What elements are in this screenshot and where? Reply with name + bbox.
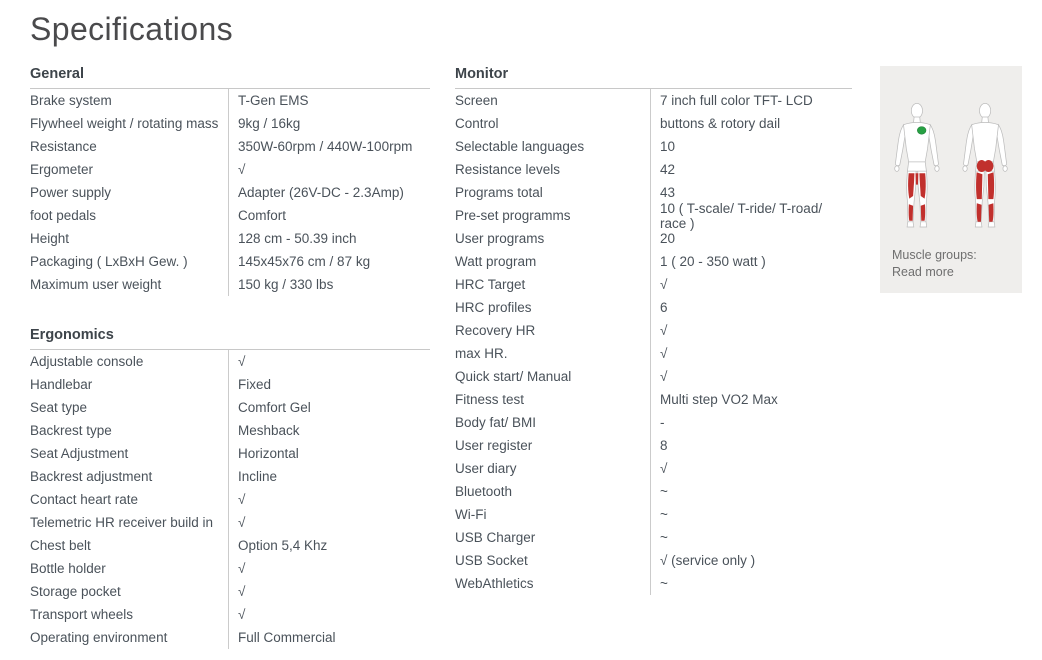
spec-row <box>455 227 852 250</box>
muscle-groups-panel <box>880 66 1022 293</box>
spec-row <box>30 112 430 135</box>
spec-row <box>455 200 852 231</box>
spec-value: √ (service only ) <box>650 549 852 572</box>
spec-row <box>30 534 430 557</box>
spec-label: Storage pocket <box>30 584 121 599</box>
spec-row <box>30 442 430 465</box>
spec-label: Power supply <box>30 185 112 200</box>
spec-label: Bluetooth <box>455 484 513 499</box>
spec-row <box>455 273 852 296</box>
spec-row <box>455 296 852 319</box>
spec-label: Resistance levels <box>455 162 561 177</box>
spec-label: Quick start/ Manual <box>455 369 572 384</box>
section-ergonomics <box>30 327 430 649</box>
spec-row <box>30 396 430 419</box>
spec-label: Packaging ( LxBxH Gew. ) <box>30 254 188 269</box>
spec-label: Telemetric HR receiver build in <box>30 515 214 530</box>
spec-row <box>30 488 430 511</box>
right-hamstring-muscle <box>988 172 994 199</box>
spec-value: Multi step VO2 Max <box>650 388 852 411</box>
spec-value: √ <box>228 158 430 181</box>
spec-row <box>30 626 430 649</box>
spec-row <box>30 181 430 204</box>
section-title-monitor: Monitor <box>455 66 852 89</box>
spec-value: - <box>650 411 852 434</box>
spec-label: max HR. <box>455 346 508 361</box>
spec-label: Watt program <box>455 254 537 269</box>
muscle-caption: Muscle groups: <box>892 248 977 262</box>
spec-label: Operating environment <box>30 630 168 645</box>
section-general <box>30 66 430 296</box>
spec-value: √ <box>650 365 852 388</box>
spec-row <box>455 549 852 572</box>
column-left <box>30 66 430 649</box>
page-title: Specifications <box>30 11 234 47</box>
spec-label: Maximum user weight <box>30 277 162 292</box>
spec-row <box>30 89 430 112</box>
spec-label: HRC Target <box>455 277 526 292</box>
right-glute-muscle <box>984 160 994 172</box>
spec-label: HRC profiles <box>455 300 532 315</box>
spec-label: Programs total <box>455 185 543 200</box>
spec-label: User register <box>455 438 533 453</box>
spec-row <box>455 526 852 549</box>
spec-value: buttons & rotory dail <box>650 112 852 135</box>
spec-label: Handlebar <box>30 377 93 392</box>
spec-value: √ <box>228 350 430 373</box>
front-inner-thigh-muscle <box>915 173 918 184</box>
spec-label: Backrest adjustment <box>30 469 153 484</box>
spec-row <box>455 434 852 457</box>
spec-label: Body fat/ BMI <box>455 415 537 430</box>
spec-value: √ <box>650 273 852 296</box>
spec-label: USB Socket <box>455 553 528 568</box>
spec-row <box>30 557 430 580</box>
heart-icon <box>917 127 926 135</box>
spec-row <box>30 419 430 442</box>
spec-row <box>455 365 852 388</box>
spec-label: Seat type <box>30 400 88 415</box>
spec-value: 145x45x76 cm / 87 kg <box>228 250 430 273</box>
spec-label: Recovery HR <box>455 323 536 338</box>
spec-row <box>30 135 430 158</box>
spec-row <box>455 411 852 434</box>
spec-label: Adjustable console <box>30 354 144 369</box>
spec-value: Full Commercial <box>228 626 430 649</box>
spec-value: Comfort Gel <box>228 396 430 419</box>
spec-row <box>30 511 430 534</box>
spec-label: Brake system <box>30 93 112 108</box>
column-middle <box>455 66 852 595</box>
spec-row <box>455 250 852 273</box>
spec-row <box>455 503 852 526</box>
spec-row <box>455 388 852 411</box>
back-body-figure <box>963 103 1007 227</box>
spec-row <box>30 373 430 396</box>
spec-label: User diary <box>455 461 517 476</box>
spec-row <box>455 572 852 595</box>
section-monitor <box>455 66 852 595</box>
spec-value: 150 kg / 330 lbs <box>228 273 430 296</box>
spec-row <box>455 89 852 112</box>
spec-row <box>30 273 430 296</box>
spec-label: USB Charger <box>455 530 536 545</box>
muscle-caption-block <box>892 247 1012 281</box>
left-calf-muscle <box>977 203 982 222</box>
spec-row <box>455 135 852 158</box>
spec-value: 7 inch full color TFT- LCD <box>650 89 852 112</box>
spec-value: Option 5,4 Khz <box>228 534 430 557</box>
spec-label: Contact heart rate <box>30 492 139 507</box>
spec-value: 42 <box>650 158 852 181</box>
right-calf-muscle <box>989 203 994 222</box>
spec-value: ~ <box>650 572 852 595</box>
spec-value: 350W-60rpm / 440W-100rpm <box>228 135 430 158</box>
spec-label: Control <box>455 116 499 131</box>
spec-value: 20 <box>650 227 852 250</box>
spec-value: 6 <box>650 296 852 319</box>
spec-label: WebAthletics <box>455 576 534 591</box>
spec-value: √ <box>228 603 430 626</box>
spec-value: T-Gen EMS <box>228 89 430 112</box>
spec-row <box>455 319 852 342</box>
spec-row <box>30 603 430 626</box>
spec-value: Incline <box>228 465 430 488</box>
spec-row <box>30 580 430 603</box>
left-hamstring-muscle <box>976 172 982 199</box>
spec-value: 10 ( T-scale/ T-ride/ T-road/ race ) <box>650 204 852 227</box>
spec-value: Comfort <box>228 204 430 227</box>
spec-label: Wi-Fi <box>455 507 487 522</box>
front-left-shin-muscle <box>909 204 913 221</box>
spec-label: Pre-set programms <box>455 208 571 223</box>
spec-value: 9kg / 16kg <box>228 112 430 135</box>
spec-label: User programs <box>455 231 545 246</box>
spec-value: 1 ( 20 - 350 watt ) <box>650 250 852 273</box>
spec-label: Ergometer <box>30 162 94 177</box>
spec-label: Height <box>30 231 70 246</box>
spec-label: Flywheel weight / rotating mass <box>30 116 219 131</box>
spec-row <box>455 480 852 503</box>
muscle-figures-illustration <box>892 102 1010 228</box>
spec-value: √ <box>228 557 430 580</box>
spec-row <box>455 158 852 181</box>
spec-value: Meshback <box>228 419 430 442</box>
section-title-general: General <box>30 66 430 89</box>
spec-row <box>30 227 430 250</box>
section-rows-ergonomics <box>30 350 430 649</box>
spec-row <box>30 204 430 227</box>
spec-value: Fixed <box>228 373 430 396</box>
spec-label: Seat Adjustment <box>30 446 129 461</box>
spec-label: Selectable languages <box>455 139 585 154</box>
content <box>30 66 1042 649</box>
section-title-ergonomics: Ergonomics <box>30 327 430 350</box>
section-rows-monitor <box>455 89 852 595</box>
spec-value: ~ <box>650 480 852 503</box>
spec-label: Fitness test <box>455 392 525 407</box>
section-rows-general <box>30 89 430 296</box>
spec-label: Screen <box>455 93 498 108</box>
spec-value: √ <box>228 511 430 534</box>
spec-value: Adapter (26V-DC - 2.3Amp) <box>228 181 430 204</box>
spec-value: √ <box>228 488 430 511</box>
spec-label: foot pedals <box>30 208 97 223</box>
front-body-figure <box>895 103 939 227</box>
read-more-link[interactable]: Read more <box>892 264 954 279</box>
spec-row <box>455 112 852 135</box>
spec-value: √ <box>650 342 852 365</box>
spec-row <box>30 350 430 373</box>
spec-value: ~ <box>650 503 852 526</box>
spec-row <box>455 342 852 365</box>
spec-label: Resistance <box>30 139 97 154</box>
spec-value: 128 cm - 50.39 inch <box>228 227 430 250</box>
spec-row <box>455 457 852 480</box>
spec-value: √ <box>650 319 852 342</box>
spec-value: ~ <box>650 526 852 549</box>
spec-label: Chest belt <box>30 538 91 553</box>
spec-value: 43 <box>650 181 852 204</box>
spec-row <box>30 250 430 273</box>
spec-value: 8 <box>650 434 852 457</box>
spec-value: √ <box>650 457 852 480</box>
spec-label: Backrest type <box>30 423 112 438</box>
spec-value: √ <box>228 580 430 603</box>
front-right-shin-muscle <box>921 204 925 221</box>
spec-row <box>30 158 430 181</box>
spec-label: Bottle holder <box>30 561 106 576</box>
spec-value: 10 <box>650 135 852 158</box>
spec-label: Transport wheels <box>30 607 134 622</box>
spec-value: Horizontal <box>228 442 430 465</box>
spec-row <box>30 465 430 488</box>
